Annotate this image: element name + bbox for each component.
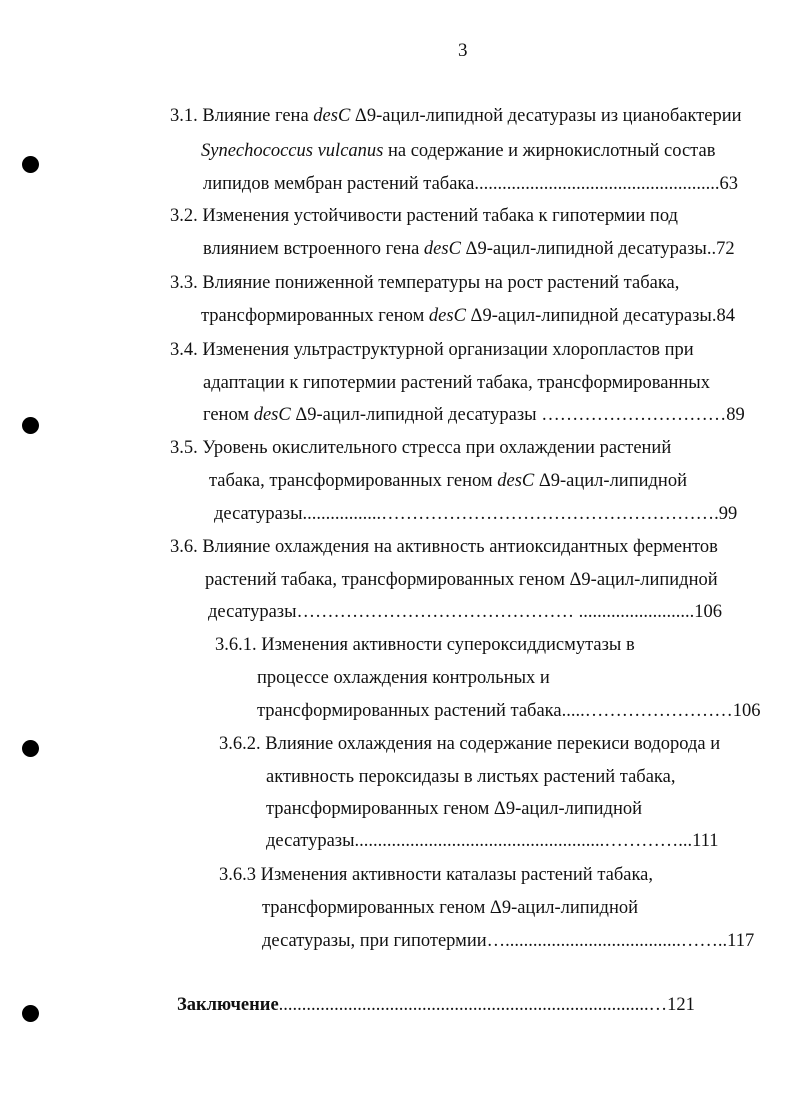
gene-name: desC [253, 405, 291, 425]
toc-entry-3-2-line-2: влиянием встроенного гена desC Δ9-ацил-липидной десатуразы..72 [203, 239, 735, 259]
binder-hole-icon [22, 740, 39, 757]
toc-entry-3-6-3-line-3: десатуразы, при гипотермии…......................................……..117 [262, 931, 755, 951]
toc-entry-3-6-1-line-1: 3.6.1. Изменения активности супероксиддисмутазы в [215, 635, 635, 655]
toc-entry-conclusion [177, 994, 695, 1016]
toc-entry-3-4-line-2: адаптации к гипотермии растений табака, трансформированных [203, 373, 710, 393]
toc-entry-3-6-1-line-2: процессе охлаждения контрольных и [257, 668, 550, 688]
toc-entry-3-6-2-line-1: 3.6.2. Влияние охлаждения на содержание перекиси водорода и [219, 734, 721, 754]
toc-entry-3-2-line-1: 3.2. Изменения устойчивости растений табака к гипотермии под [170, 206, 678, 226]
toc-entry-3-5-line-2: табака, трансформированных геном desC Δ9-ацил-липидной [209, 471, 687, 491]
gene-name: desC [423, 239, 461, 259]
toc-entry-3-6-line-3: десатуразы……………………………………… .........................106 [208, 602, 723, 622]
toc-entry-3-1-line-3: липидов мембран растений табака.....................................................63 [203, 174, 738, 194]
toc-entry-3-1-line-1: 3.1. Влияние гена desC Δ9-ацил-липидной десатуразы из цианобактерии [170, 106, 742, 126]
toc-entry-3-6-line-2: растений табака, трансформированных геном Δ9-ацил-липидной [205, 570, 718, 590]
gene-name: desC [428, 306, 466, 326]
toc-entry-3-1-line-2: Synechococcus vulcanus на содержание и жирнокислотный состав [201, 141, 716, 161]
binder-hole-icon [22, 417, 39, 434]
toc-entry-3-6-2-line-4: десатуразы......................................................…………...111 [266, 831, 719, 851]
binder-hole-icon [22, 156, 39, 173]
toc-entry-3-6-1-line-3: трансформированных растений табака.....……………………106 [257, 701, 761, 721]
gene-name: desC [497, 471, 535, 491]
conclusion-leader: ................................................................................…121 [278, 995, 695, 1015]
conclusion-label: Заключение [177, 995, 279, 1015]
toc-entry-3-6-3-line-2: трансформированных геном Δ9-ацил-липидной [262, 898, 639, 918]
toc-entry-3-3-line-2: трансформированных геном desC Δ9-ацил-липидной десатуразы.84 [201, 306, 735, 326]
toc-entry-3-3-line-1: 3.3. Влияние пониженной температуры на рост растений табака, [170, 273, 680, 293]
toc-entry-3-6-2-line-2: активность пероксидазы в листьях растений табака, [266, 767, 676, 787]
organism-name: Synechococcus vulcanus [201, 141, 384, 161]
binder-hole-icon [22, 1005, 39, 1022]
toc-entry-3-6-2-line-3: трансформированных геном Δ9-ацил-липидной [266, 799, 643, 819]
toc-entry-3-5-line-3: десатуразы.................……………………………………………….99 [214, 504, 738, 524]
toc-entry-3-4-line-3: геном desC Δ9-ацил-липидной десатуразы …………………………89 [203, 405, 745, 425]
toc-entry-3-4-line-1: 3.4. Изменения ультраструктурной организации хлоропластов при [170, 340, 694, 360]
toc-entry-3-5-line-1: 3.5. Уровень окислительного стресса при охлаждении растений [170, 438, 672, 458]
gene-name: desC [313, 106, 351, 126]
toc-entry-3-6-line-1: 3.6. Влияние охлаждения на активность антиоксидантных ферментов [170, 537, 718, 557]
page-number: 3 [458, 40, 468, 61]
toc-entry-3-6-3-line-1: 3.6.3 Изменения активности каталазы растений табака, [219, 865, 654, 885]
